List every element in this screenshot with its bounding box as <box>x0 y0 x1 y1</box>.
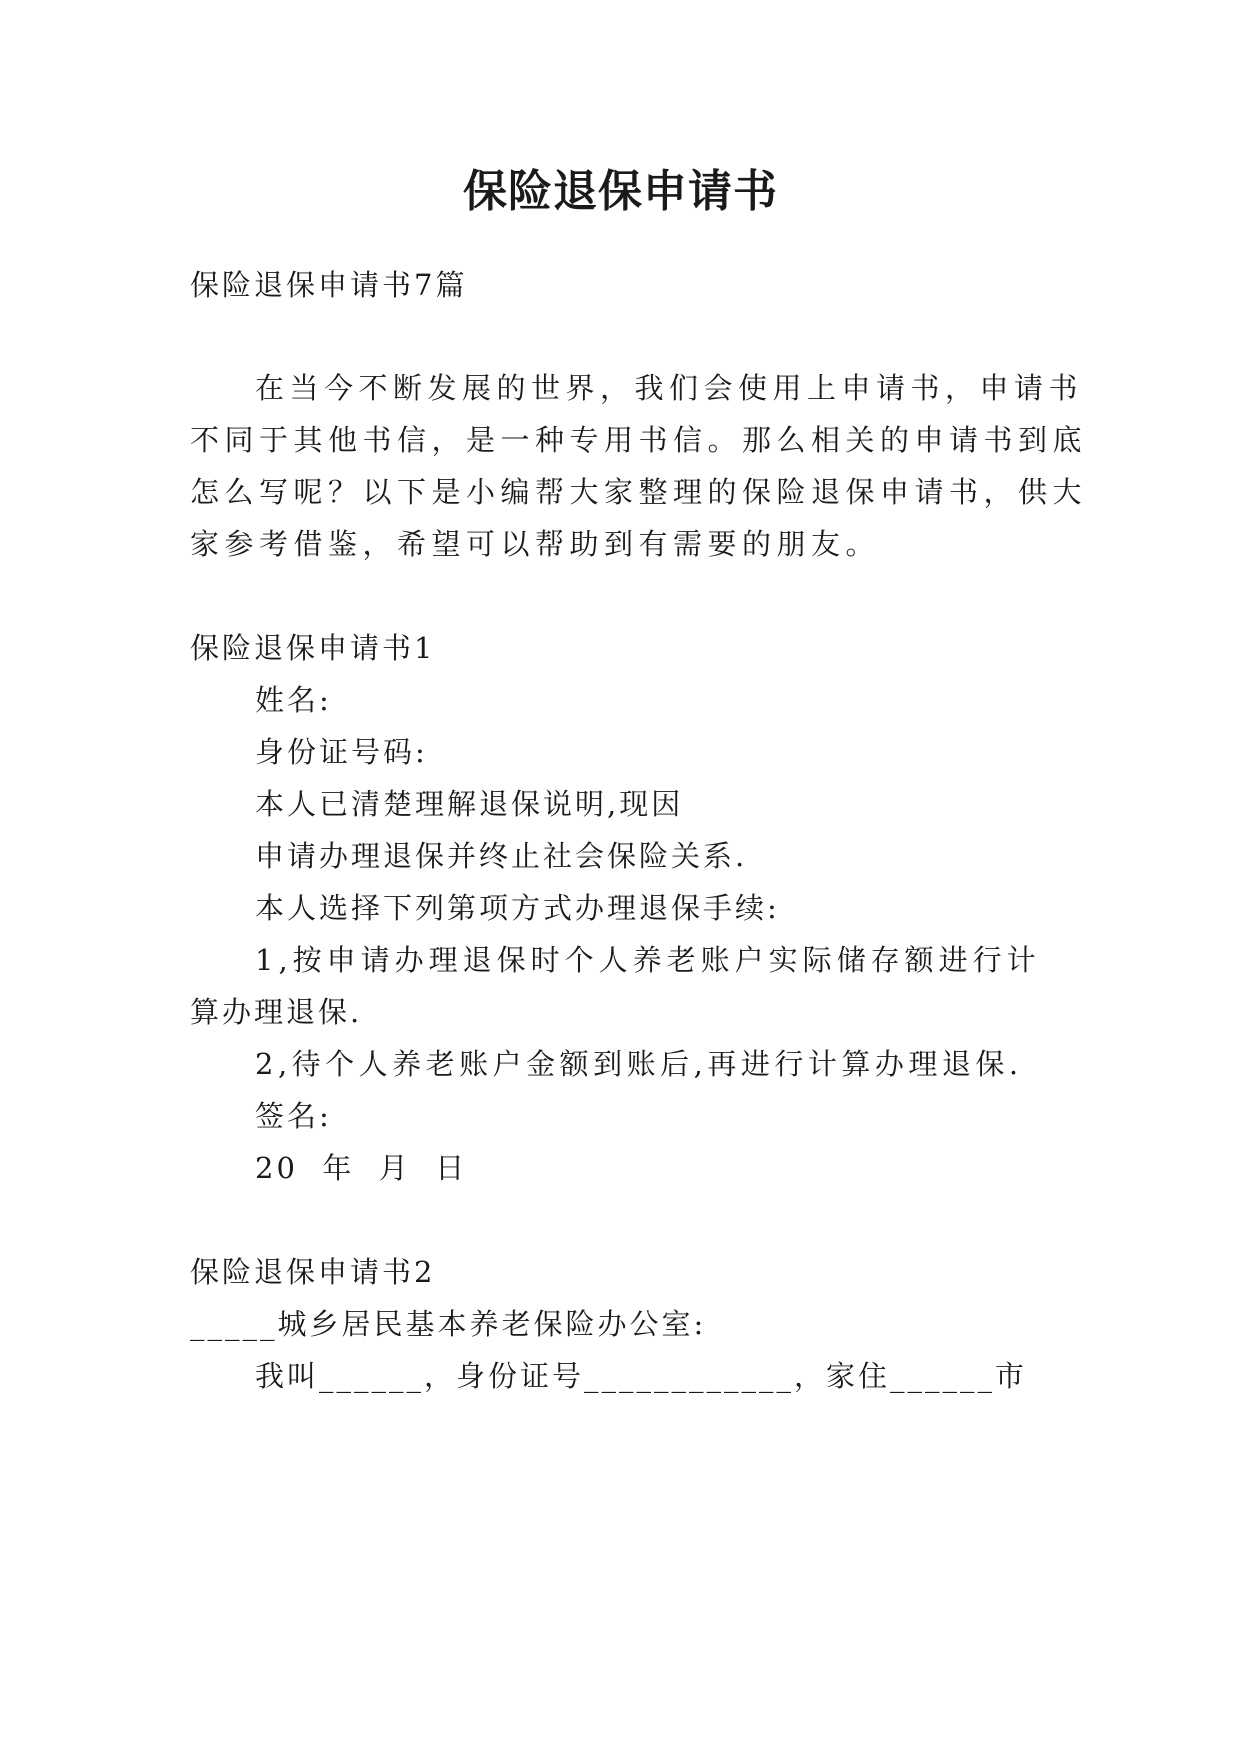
option-2-line: 2,待个人养老账户金额到账后,再进行计算办理退保. <box>255 1047 1023 1081</box>
section2-heading: 保险退保申请书2 <box>190 1255 436 1289</box>
name-field-label: 姓名: <box>255 683 332 717</box>
date-line: 20 年 月 日 <box>255 1151 468 1185</box>
signature-label: 签名: <box>255 1099 332 1133</box>
intro-line-1: 在当今不断发展的世界，我们会使用上申请书，申请书 <box>255 371 1084 405</box>
section2-line-1: 我叫______，身份证号____________，家住______市 <box>255 1359 1028 1393</box>
section2-recipient: _____城乡居民基本养老保险办公室: <box>190 1307 707 1341</box>
option-1-line-a: 1,按申请办理退保时个人养老账户实际储存额进行计 <box>255 943 1041 977</box>
id-number-label: 身份证号码: <box>255 735 428 769</box>
section1-line-2: 申请办理退保并终止社会保险关系. <box>255 839 748 873</box>
intro-line-3: 怎么写呢？以下是小编帮大家整理的保险退保申请书，供大 <box>190 475 1088 509</box>
document-subtitle: 保险退保申请书7篇 <box>190 268 468 302</box>
option-1-line-b: 算办理退保. <box>190 995 363 1029</box>
document-title: 保险退保申请书 <box>463 166 778 217</box>
intro-line-2: 不同于其他书信，是一种专用书信。那么相关的申请书到底 <box>190 423 1088 457</box>
section1-heading: 保险退保申请书1 <box>190 631 436 665</box>
intro-line-4: 家参考借鉴，希望可以帮助到有需要的朋友。 <box>190 527 881 561</box>
section1-line-1: 本人已清楚理解退保说明,现因 <box>255 787 684 821</box>
section1-line-3: 本人选择下列第项方式办理退保手续: <box>255 891 780 925</box>
